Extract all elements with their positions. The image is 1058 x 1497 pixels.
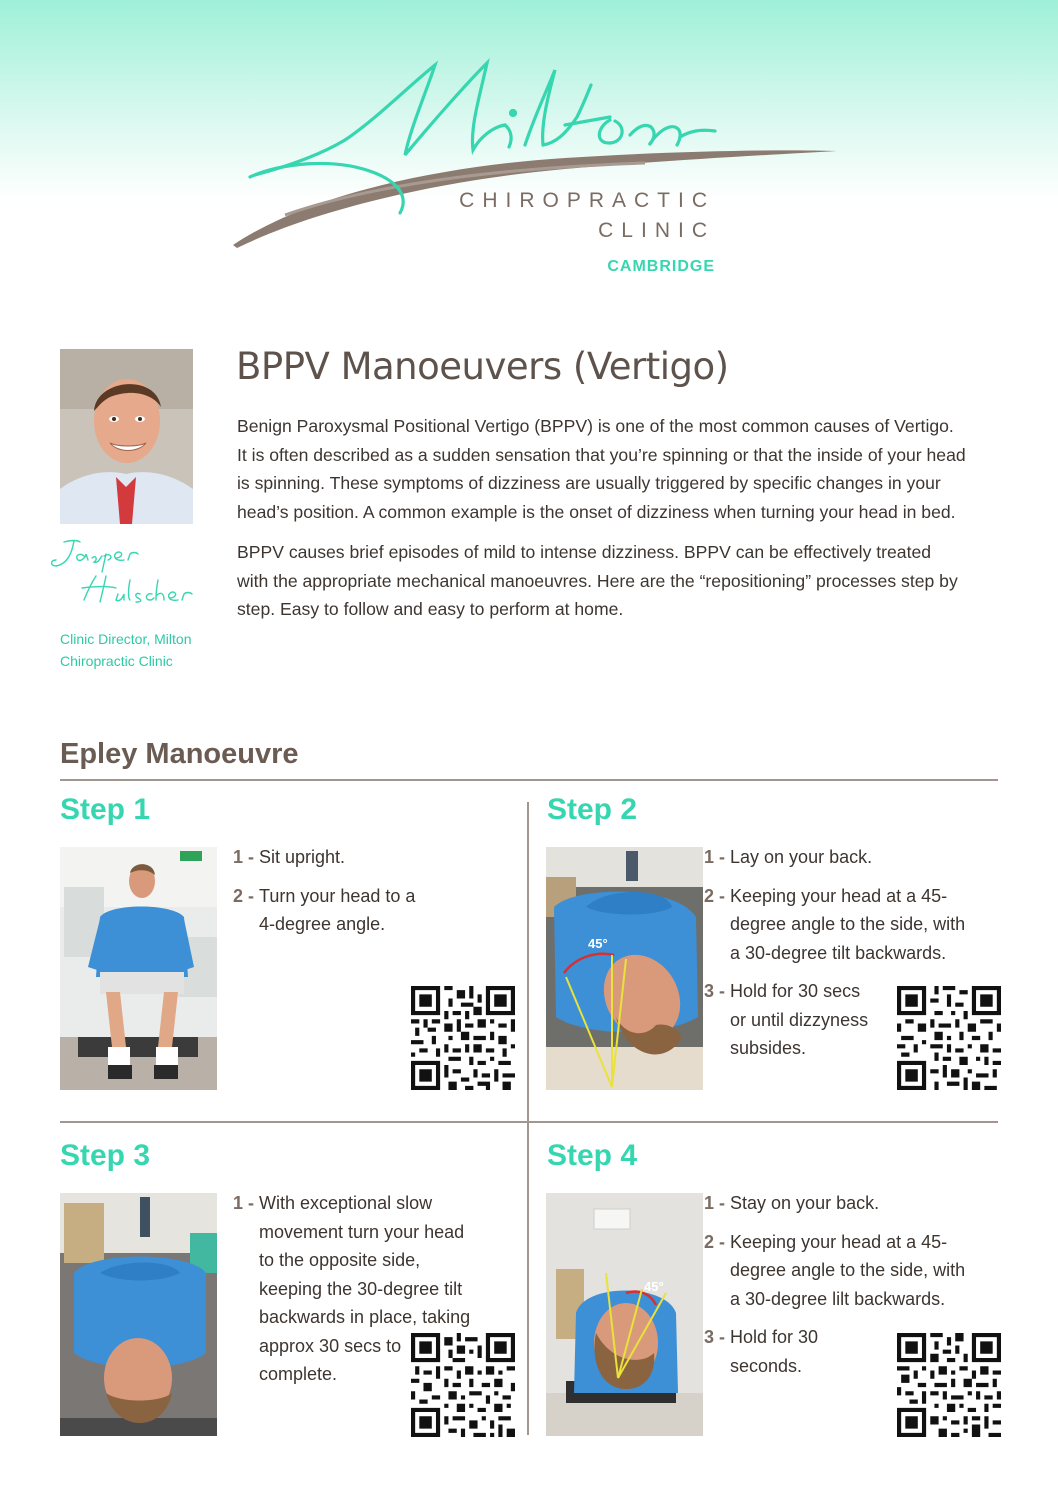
item-text: Sit upright. [259,847,346,867]
item-text: With exceptional slow movement turn your head to the opposite side, keeping the 30-degree tilt backwards in place, taking approx 30 secs to complete. [259,1193,471,1384]
item-text: Keeping your head at a 45-degree angle to the side, with a 30-degree lilt backwards. [730,1231,966,1309]
step-4-photo [546,1193,703,1436]
qr-code[interactable] [897,986,1001,1090]
item-number: 1 - [233,1193,260,1213]
item-number: 1 - [704,847,731,867]
item-text: Stay on your back. [730,1193,880,1213]
angle-label: 45° [644,1279,664,1294]
intro-paragraph-2: BPPV causes brief episodes of mild to intense dizziness. BPPV can be effectively treated with the appropriate mechanical manoeuvres. Here are the “repositioning” processes step by step. Easy to follow and easy to perform at home. [237,541,958,620]
item-number: 3 - [704,1327,731,1347]
section-divider [60,779,998,781]
list-item [233,843,483,872]
intro-paragraph-1: Benign Paroxysmal Positional Vertigo (BPPV) is one of the most common causes of Vertigo. It is often described as a sudden sensation that you’re spinning or that the inside of your head is spinning. These symptoms of dizziness are usually triggered by specific changes in your head’s position. A common example is the onset of dizziness when turning your head in bed. [237,416,966,523]
item-number: 1 - [233,847,260,867]
section-title: Epley Manoeuvre [60,738,299,770]
list-item [704,882,974,968]
logo-text-cambridge: CAMBRIDGE [607,258,715,275]
page-title: BPPV Manoeuvers (Vertigo) [236,345,729,388]
step-1-instructions [233,843,483,949]
intro-text [237,412,967,635]
logo-text-chiropractic: CHIROPRACTIC [459,189,715,212]
list-item [233,882,483,939]
logo-text-clinic: CLINIC [598,219,715,242]
qr-code[interactable] [897,1333,1001,1437]
director-photo [60,349,193,524]
step-2-photo [546,847,703,1090]
list-item [704,1189,974,1218]
item-text: Keeping your head at a 45-degree angle to the side, with a 30-degree tilt backwards. [730,885,966,963]
step-3-title: Step 3 [60,1139,151,1172]
step-3-photo [60,1193,217,1436]
list-item [704,843,974,872]
item-text: Hold for 30 secs or until dizzyness subsides. [730,981,869,1058]
step-1-photo [60,847,217,1090]
director-caption: Clinic Director, Milton Chiropractic Clinic [60,631,192,669]
step-2-title: Step 2 [547,793,638,826]
item-number: 2 - [233,885,260,906]
step-1-title: Step 1 [60,793,151,826]
item-number: 1 - [704,1193,731,1213]
list-item [704,1228,974,1314]
item-number: 2 - [704,1231,731,1252]
item-number: 2 - [704,885,731,906]
qr-code[interactable] [411,986,515,1090]
item-text: Turn your head to a 4-degree angle. [259,885,416,934]
item-text: Lay on your back. [730,847,873,867]
horizontal-divider [60,1121,998,1123]
item-number: 3 - [704,981,731,1001]
vertical-divider [527,802,529,1435]
clinic-logo [225,55,845,295]
qr-code[interactable] [411,1333,515,1437]
angle-label: 45° [588,936,608,951]
step-4-title: Step 4 [547,1139,638,1172]
director-signature [48,530,218,615]
milton-script-logo [225,55,845,255]
item-text: Hold for 30 seconds. [730,1327,819,1376]
